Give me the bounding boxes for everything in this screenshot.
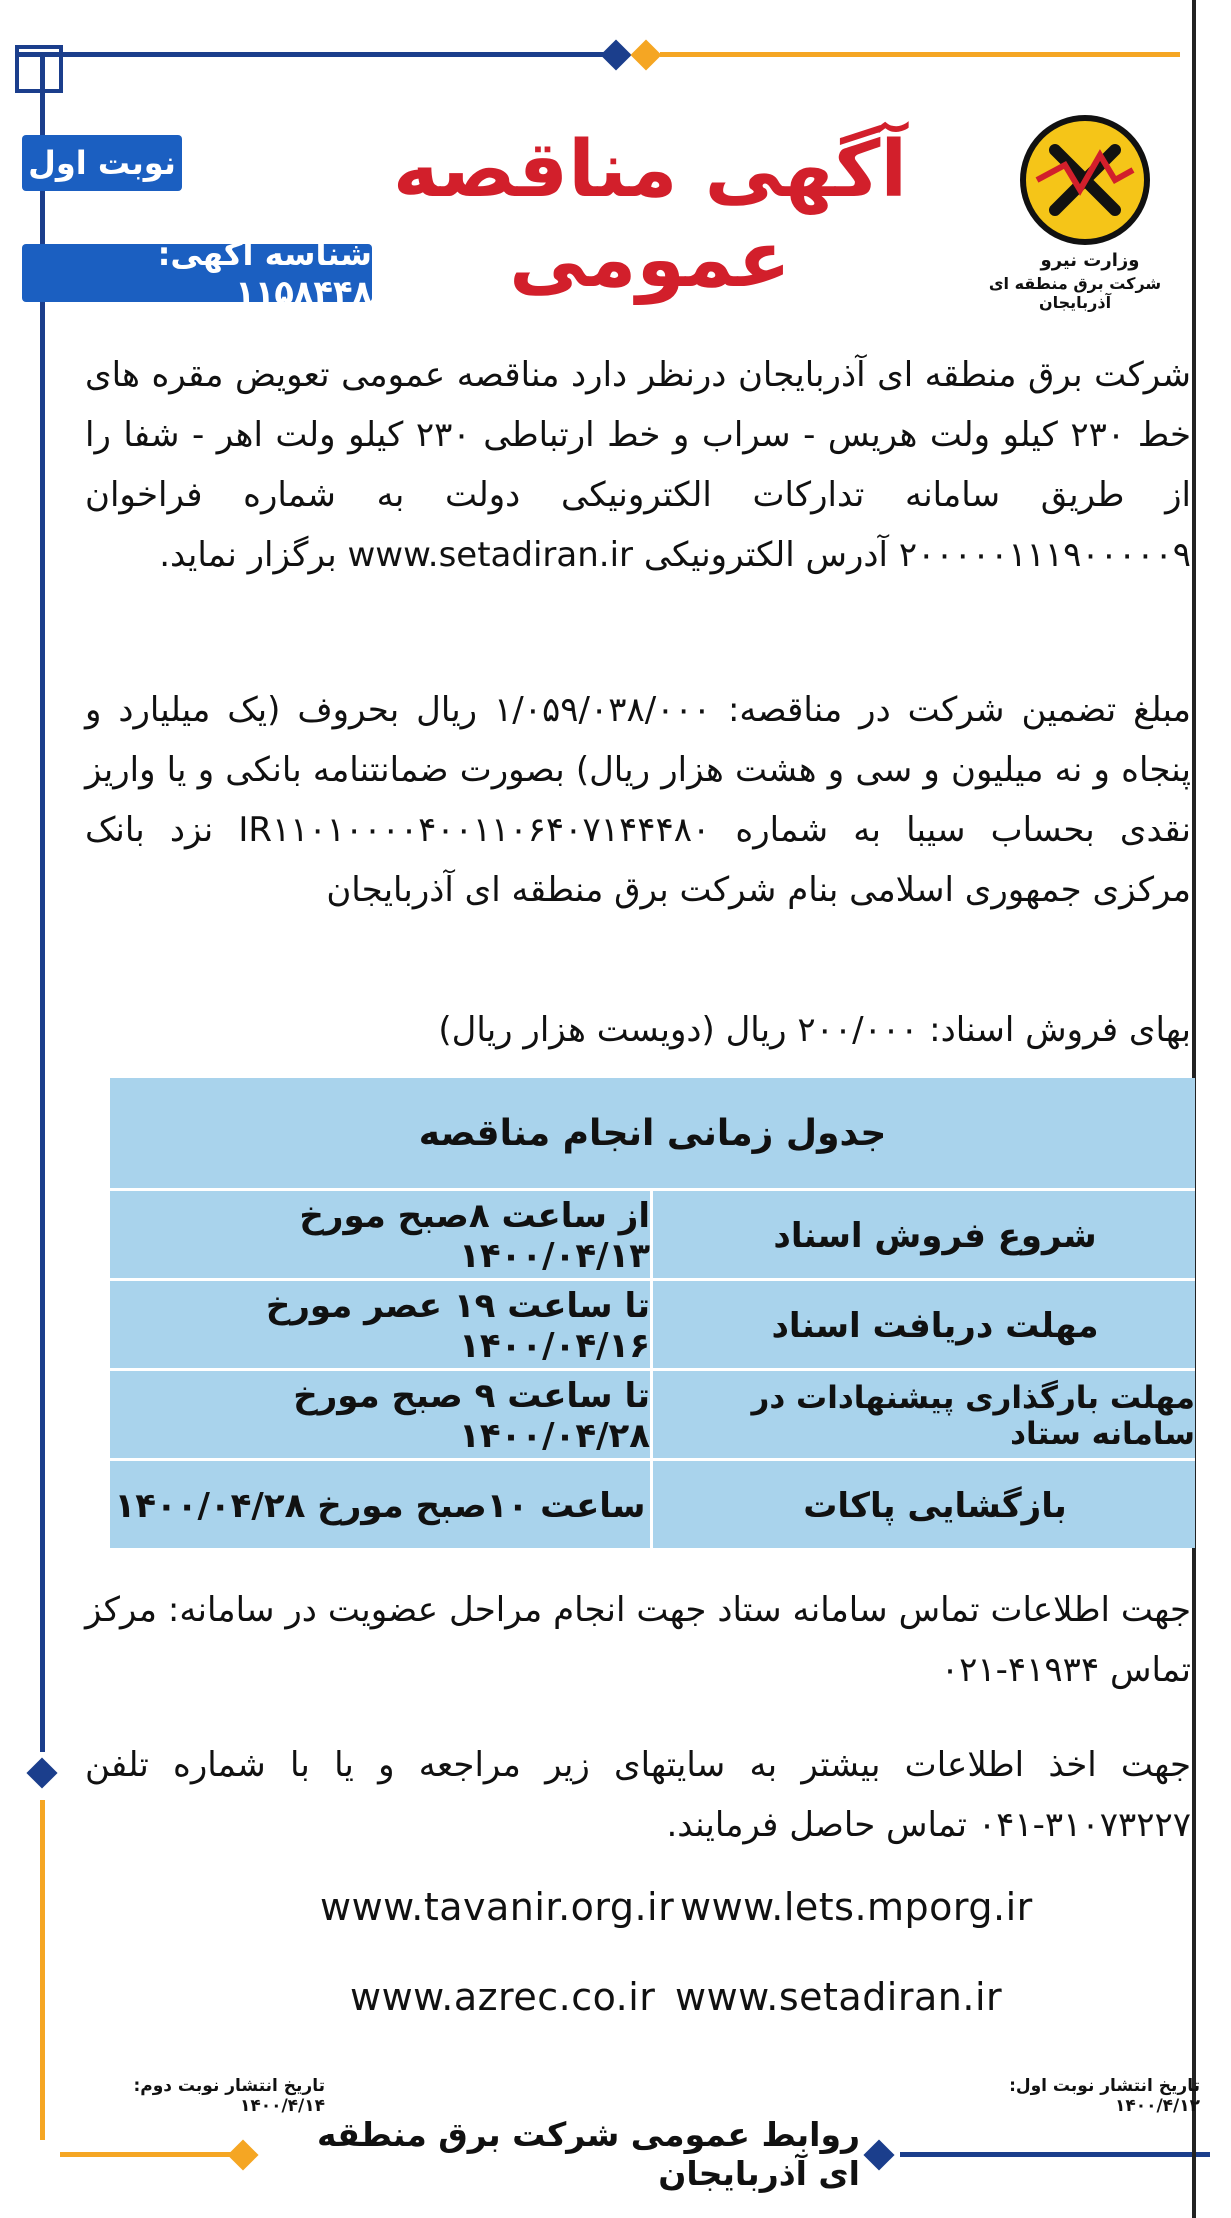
company-label: شرکت برق منطقه ای آذربایجان [988, 274, 1162, 312]
frame-left-accent [40, 1800, 45, 2140]
schedule-row-value: تا ساعت ۹ صبح مورخ ۱۴۰۰/۰۴/۲۸ [293, 1376, 650, 1456]
page-title: آگهی مناقصه عمومی [392, 125, 908, 305]
frame-top-left-corner [15, 45, 63, 93]
website-setadiran[interactable]: www.setadiran.ir [675, 1975, 1003, 2019]
paragraph-tender-description: شرکت برق منطقه ای آذربایجان درنظر دارد مناقصه عمومی تعویض مقره های خط ۲۳۰ کیلو ولت هریس - سراب و خط ارتباطی ۲۳۰ کیلو ولت اهر - شفا را از طریق سامانه تدارکات الکترونیکی دولت به شماره فراخوان ۲۰۰۰۰۰۱۱۱۹۰۰۰۰۰۹ آدرس الکترونیکی www.setadiran.ir برگزار نماید. [85, 355, 1192, 575]
frame-diamond-bottom-gold [227, 2139, 258, 2170]
schedule-row-value: تا ساعت ۱۹ عصر مورخ ۱۴۰۰/۰۴/۱۶ [265, 1286, 650, 1366]
publication-date-second: تاریخ انتشار نوبت دوم: ۱۴۰۰/۴/۱۴ [133, 2076, 325, 2116]
frame-top-accent [660, 52, 1180, 57]
frame-bottom-accent [60, 2152, 240, 2157]
ministry-label: وزارت نیرو [1040, 250, 1140, 271]
schedule-row-value: ساعت ۱۰صبح مورخ ۱۴۰۰/۰۴/۲۸ [114, 1486, 646, 1526]
website-azrec[interactable]: www.azrec.co.ir [350, 1975, 656, 2019]
schedule-row-value: از ساعت ۸صبح مورخ ۱۴۰۰/۰۴/۱۳ [299, 1196, 650, 1276]
schedule-table [110, 1078, 1195, 1548]
paragraph-more-info: جهت اخذ اطلاعات بیشتر به سایتهای زیر مراجعه و یا با شماره تلفن ۳۱۰۷۳۲۲۷-۰۴۱ تماس حاصل فرمایند. [85, 1745, 1191, 1845]
paragraph-document-price: بهای فروش اسناد: ۲۰۰/۰۰۰ ریال (دویست هزار ریال) [438, 1010, 1191, 1050]
frame-top-line [15, 52, 615, 57]
paragraph-contact-center: جهت اطلاعات تماس سامانه ستاد جهت انجام مراحل عضویت در سامانه: مرکز تماس ۴۱۹۳۴-۰۲۱ [85, 1590, 1191, 1690]
frame-diamond-left-blue [26, 1757, 57, 1788]
ad-id-badge: شناسه آگهی: ۱۱۵۸۴۴۸ [22, 244, 372, 302]
table-column-divider [650, 1188, 653, 1548]
schedule-row-label: مهلت دریافت اسناد [771, 1306, 1099, 1346]
frame-bottom-line [900, 2152, 1210, 2157]
footer-signature: روابط عمومی شرکت برق منطقه ای آذربایجان [316, 2115, 860, 2193]
frame-diamond-bottom-blue [863, 2139, 894, 2170]
publication-date-first: تاریخ انتشار نوبت اول: ۱۴۰۰/۴/۱۲ [1009, 2076, 1200, 2116]
company-logo [1015, 110, 1155, 250]
website-tavanir[interactable]: www.tavanir.org.ir [320, 1885, 675, 1929]
website-lets[interactable]: www.lets.mporg.ir [680, 1885, 1033, 1929]
schedule-title: جدول زمانی انجام مناقصه [418, 1112, 887, 1154]
paragraph-guarantee: مبلغ تضمین شرکت در مناقصه: ۱/۰۵۹/۰۳۸/۰۰۰ ریال بحروف (یک میلیارد و پنجاه و نه میلیون و سی و هشت هزار ریال) بصورت ضمانتنامه بانکی و یا واریز نقدی بحساب سیبا به شماره IR۱۱۰۱۰۰۰۰۴۰۰۱۱۰۶۴۰۷۱۴۴۴۸۰ نزد بانک مرکزی جمهوری اسلامی بنام شرکت برق منطقه ای آذربایجان [85, 690, 1191, 910]
frame-diamond-top-gold [630, 39, 661, 70]
round-badge: نوبت اول [22, 135, 182, 191]
schedule-row-label: مهلت بارگذاری پیشنهادات در سامانه ستاد [751, 1380, 1195, 1452]
schedule-row-label: بازگشایی پاکات [803, 1486, 1067, 1526]
frame-diamond-top-blue [600, 39, 631, 70]
schedule-row-label: شروع فروش اسناد [773, 1216, 1097, 1256]
